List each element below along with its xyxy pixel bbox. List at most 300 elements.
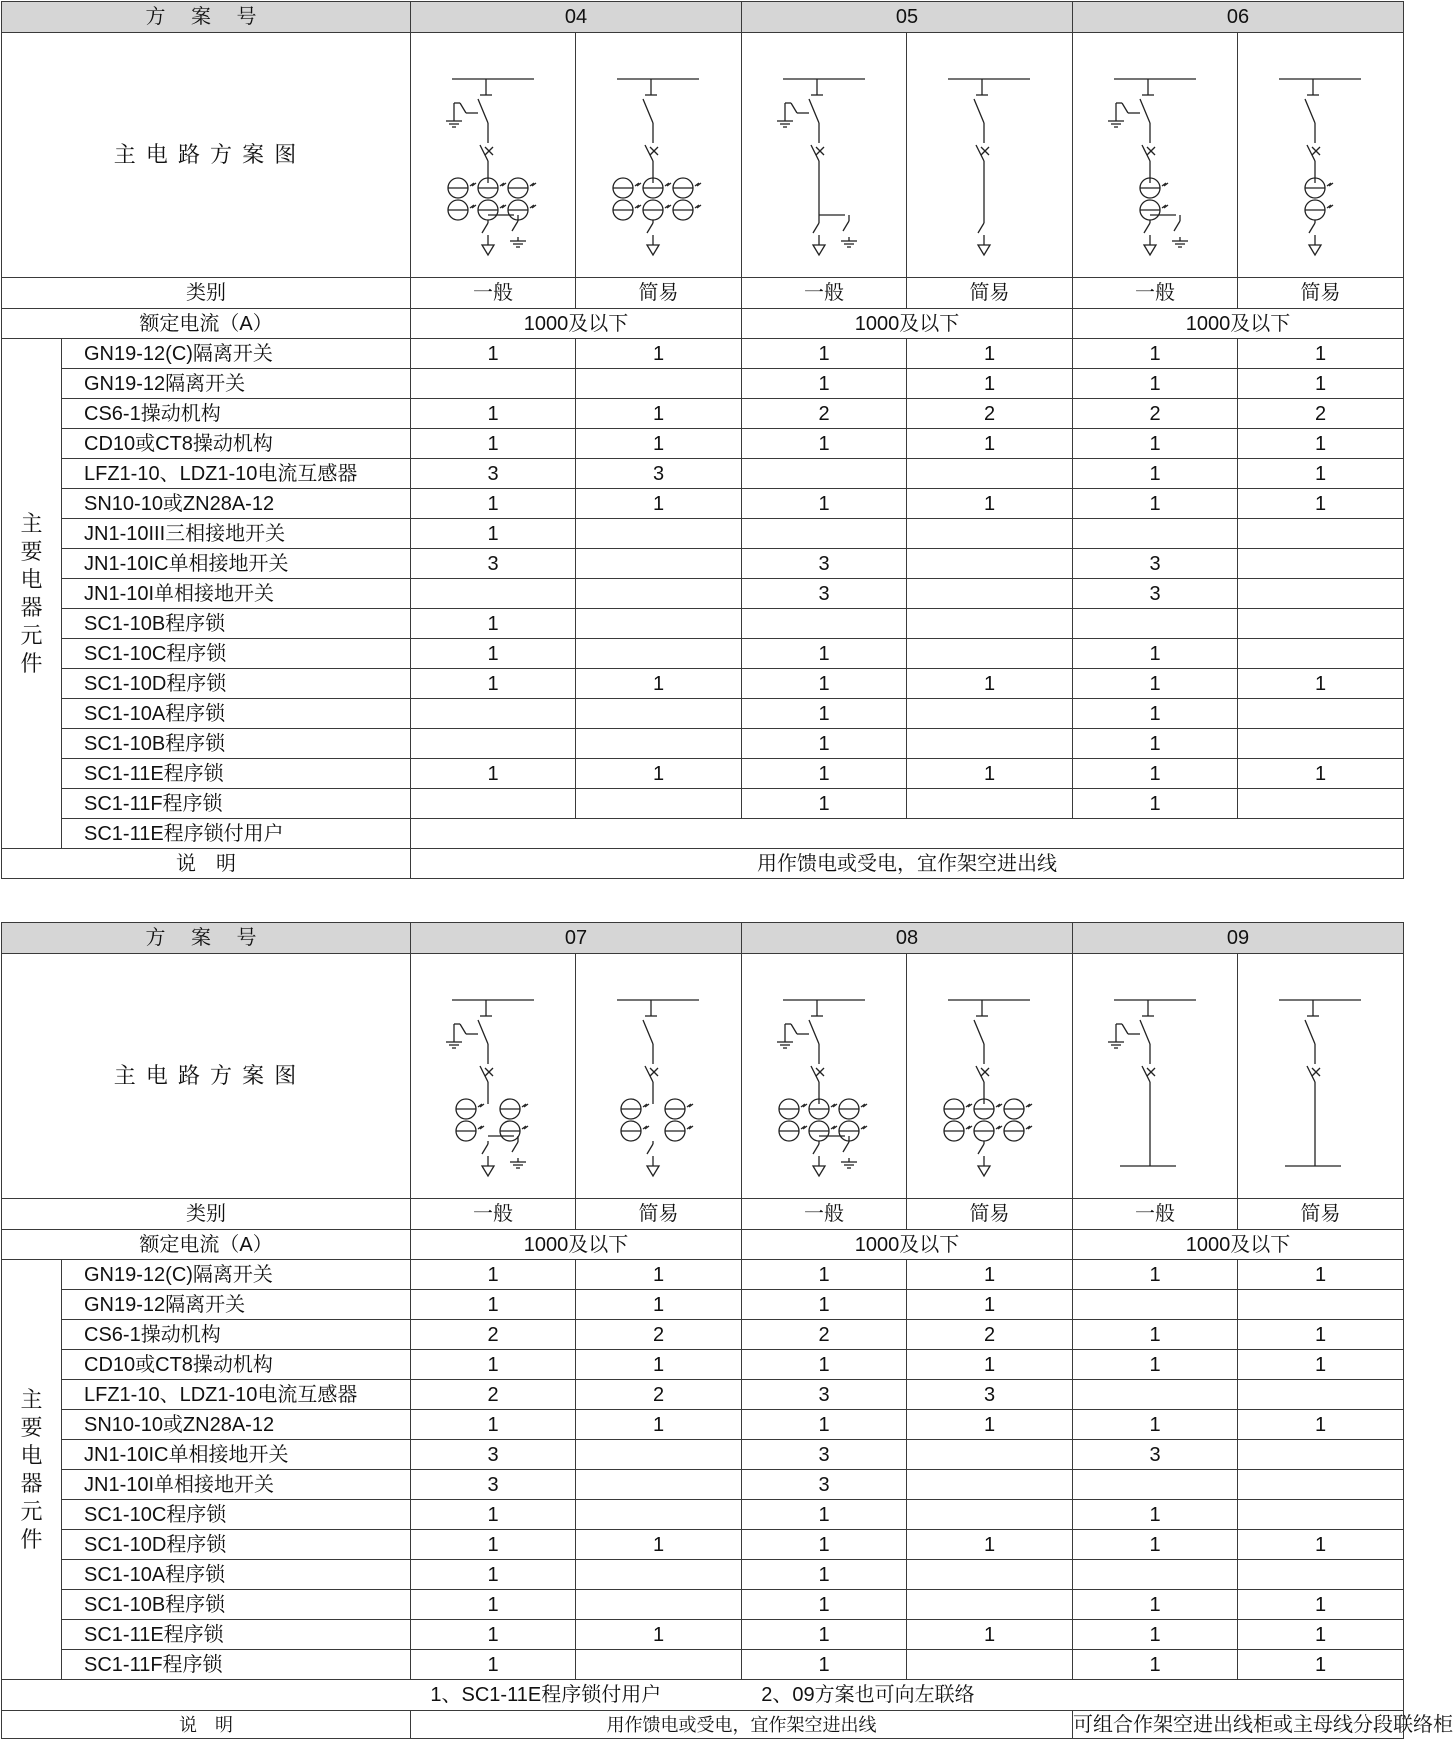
qty-cell: 1 [907, 1260, 1073, 1290]
component-row [2, 399, 1404, 429]
qty-cell [576, 1560, 742, 1590]
component-row [2, 1440, 1404, 1470]
qty-cell: 1 [1238, 669, 1404, 699]
component-name: JN1-10III三相接地开关 [62, 519, 411, 549]
component-name: SC1-11E程序锁 [62, 1620, 411, 1650]
qty-cell: 1 [1073, 369, 1238, 399]
qty-cell [907, 1500, 1073, 1530]
circuit-diagram-04-general-svg [411, 33, 576, 277]
qty-cell [576, 639, 742, 669]
qty-cell [1073, 609, 1238, 639]
scheme-04-header: 04 [411, 2, 742, 33]
qty-cell [1238, 789, 1404, 819]
main-circuit-diagram-label: 主 电 路 方 案 图 [2, 954, 411, 1199]
qty-cell: 1 [742, 1530, 907, 1560]
scheme-08-header: 08 [742, 923, 1073, 954]
qty-cell [576, 1470, 742, 1500]
category-value: 一般 [411, 278, 576, 309]
qty-cell [411, 579, 576, 609]
qty-cell [1238, 729, 1404, 759]
component-name: JN1-10IC单相接地开关 [62, 1440, 411, 1470]
qty-cell: 1 [742, 699, 907, 729]
component-name: JN1-10I单相接地开关 [62, 579, 411, 609]
qty-cell [742, 519, 907, 549]
qty-cell: 1 [742, 1560, 907, 1590]
component-row [2, 699, 1404, 729]
component-name: SC1-10B程序锁 [62, 1590, 411, 1620]
qty-cell: 1 [1238, 459, 1404, 489]
circuit-diagram-05-general-svg [742, 33, 907, 277]
rated-current-value: 1000及以下 [742, 309, 1073, 339]
component-row [2, 429, 1404, 459]
qty-cell: 1 [1238, 1350, 1404, 1380]
qty-cell: 3 [411, 1440, 576, 1470]
component-row [2, 729, 1404, 759]
qty-cell [907, 639, 1073, 669]
component-name: SC1-10D程序锁 [62, 1530, 411, 1560]
qty-cell: 1 [1238, 1650, 1404, 1680]
qty-cell [1238, 1380, 1404, 1410]
qty-cell: 1 [411, 399, 576, 429]
qty-cell: 3 [907, 1380, 1073, 1410]
component-row [2, 459, 1404, 489]
scheme-07-header: 07 [411, 923, 742, 954]
qty-cell: 1 [576, 1350, 742, 1380]
qty-cell: 1 [1073, 669, 1238, 699]
qty-cell: 1 [907, 1530, 1073, 1560]
qty-cell: 1 [1073, 1500, 1238, 1530]
component-row [2, 819, 1404, 849]
qty-cell: 2 [1073, 399, 1238, 429]
qty-cell: 1 [411, 669, 576, 699]
component-row [2, 1620, 1404, 1650]
circuit-diagram-06-simple-svg [1238, 33, 1404, 277]
main-components-group-label: 主 要 电 器 元 件 [2, 1260, 62, 1680]
footnote-part-1: 1、SC1-11E程序锁付用户 [430, 1684, 662, 1706]
qty-cell: 1 [907, 759, 1073, 789]
qty-cell: 1 [576, 399, 742, 429]
qty-cell: 1 [742, 1350, 907, 1380]
component-name: JN1-10IC单相接地开关 [62, 549, 411, 579]
qty-cell [1238, 1500, 1404, 1530]
footnote-part-2: 2、09方案也可向左联络 [761, 1684, 975, 1706]
qty-cell: 1 [907, 369, 1073, 399]
category-value: 一般 [1073, 1199, 1238, 1230]
qty-cell: 1 [742, 369, 907, 399]
note-label: 说 明 [2, 1711, 411, 1739]
qty-cell: 1 [576, 1620, 742, 1650]
qty-cell: 1 [907, 489, 1073, 519]
footnote [2, 1680, 1404, 1711]
qty-cell: 1 [742, 729, 907, 759]
qty-cell [907, 1590, 1073, 1620]
qty-cell: 1 [742, 1500, 907, 1530]
qty-cell: 1 [1238, 1620, 1404, 1650]
component-name: SC1-10C程序锁 [62, 1500, 411, 1530]
qty-cell: 2 [742, 1320, 907, 1350]
qty-cell [1073, 519, 1238, 549]
category-value: 简易 [907, 1199, 1073, 1230]
qty-cell: 1 [576, 339, 742, 369]
qty-cell [742, 459, 907, 489]
qty-cell [907, 519, 1073, 549]
qty-cell: 1 [742, 639, 907, 669]
qty-cell: 1 [1073, 639, 1238, 669]
component-row [2, 1500, 1404, 1530]
qty-cell: 3 [411, 549, 576, 579]
qty-cell: 1 [1238, 489, 1404, 519]
qty-cell: 2 [411, 1320, 576, 1350]
circuit-diagram-04-general [411, 33, 576, 278]
circuit-diagram-09-simple [1238, 954, 1404, 1199]
scheme-number-label: 方 案 号 [2, 2, 411, 33]
component-row [2, 1650, 1404, 1680]
circuit-diagram-08-simple [907, 954, 1073, 1199]
qty-cell [907, 789, 1073, 819]
rated-current-value: 1000及以下 [742, 1230, 1073, 1260]
qty-cell: 2 [907, 1320, 1073, 1350]
qty-cell [576, 1650, 742, 1680]
qty-cell: 1 [907, 1410, 1073, 1440]
component-name: SC1-11F程序锁 [62, 789, 411, 819]
qty-cell: 1 [411, 429, 576, 459]
qty-cell-empty [411, 819, 1404, 849]
component-name: GN19-12隔离开关 [62, 1290, 411, 1320]
qty-cell: 1 [411, 1650, 576, 1680]
qty-cell [1238, 609, 1404, 639]
component-name: CS6-1操动机构 [62, 399, 411, 429]
qty-cell: 1 [576, 429, 742, 459]
qty-cell: 1 [1073, 489, 1238, 519]
qty-cell: 1 [1238, 429, 1404, 459]
qty-cell: 1 [742, 1620, 907, 1650]
qty-cell: 1 [742, 669, 907, 699]
circuit-diagram-08-general-svg [742, 954, 907, 1198]
component-name: LFZ1-10、LDZ1-10电流互感器 [62, 1380, 411, 1410]
qty-cell [907, 1650, 1073, 1680]
component-row [2, 549, 1404, 579]
qty-cell [576, 579, 742, 609]
circuit-diagram-05-simple [907, 33, 1073, 278]
component-name: GN19-12(C)隔离开关 [62, 339, 411, 369]
qty-cell [1238, 1290, 1404, 1320]
qty-cell [907, 729, 1073, 759]
qty-cell: 3 [1073, 1440, 1238, 1470]
qty-cell: 1 [576, 489, 742, 519]
circuit-diagram-05-general [742, 33, 907, 278]
component-row [2, 1320, 1404, 1350]
qty-cell [907, 609, 1073, 639]
qty-cell: 1 [1073, 1530, 1238, 1560]
component-name: CS6-1操动机构 [62, 1320, 411, 1350]
qty-cell: 1 [576, 669, 742, 699]
qty-cell: 1 [1073, 759, 1238, 789]
note-text: 用作馈电或受电，宜作架空进出线 [411, 849, 1404, 879]
qty-cell [576, 609, 742, 639]
scheme-06-header: 06 [1073, 2, 1404, 33]
category-value: 简易 [1238, 1199, 1404, 1230]
circuit-diagram-09-general-svg [1073, 954, 1238, 1198]
qty-cell [576, 1590, 742, 1620]
category-value: 一般 [411, 1199, 576, 1230]
qty-cell: 3 [742, 549, 907, 579]
component-row [2, 759, 1404, 789]
qty-cell [576, 729, 742, 759]
qty-cell: 1 [1073, 1620, 1238, 1650]
circuit-diagram-08-general [742, 954, 907, 1199]
qty-cell: 3 [742, 579, 907, 609]
qty-cell: 2 [907, 399, 1073, 429]
category-value: 简易 [576, 1199, 742, 1230]
qty-cell: 1 [1073, 339, 1238, 369]
qty-cell [1073, 1380, 1238, 1410]
qty-cell: 3 [1073, 579, 1238, 609]
main-components-group-label: 主 要 电 器 元 件 [2, 339, 62, 849]
qty-cell: 1 [1073, 1410, 1238, 1440]
qty-cell [576, 549, 742, 579]
qty-cell [576, 1440, 742, 1470]
qty-cell [1238, 579, 1404, 609]
component-row [2, 489, 1404, 519]
component-name: SN10-10或ZN28A-12 [62, 489, 411, 519]
qty-cell [576, 789, 742, 819]
component-name: SN10-10或ZN28A-12 [62, 1410, 411, 1440]
qty-cell: 1 [742, 1410, 907, 1440]
component-row [2, 1410, 1404, 1440]
component-row [2, 339, 1404, 369]
category-value: 简易 [576, 278, 742, 309]
qty-cell [1238, 699, 1404, 729]
component-name: SC1-10A程序锁 [62, 1560, 411, 1590]
qty-cell: 1 [411, 519, 576, 549]
qty-cell: 2 [1238, 399, 1404, 429]
qty-cell: 2 [411, 1380, 576, 1410]
qty-cell [907, 699, 1073, 729]
category-value: 一般 [1073, 278, 1238, 309]
qty-cell: 1 [411, 1260, 576, 1290]
qty-cell: 1 [1238, 1410, 1404, 1440]
qty-cell: 1 [1238, 759, 1404, 789]
qty-cell: 3 [411, 1470, 576, 1500]
component-row [2, 519, 1404, 549]
qty-cell: 1 [1073, 699, 1238, 729]
component-name: SC1-10B程序锁 [62, 729, 411, 759]
scheme-05-header: 05 [742, 2, 1073, 33]
qty-cell: 2 [742, 399, 907, 429]
component-name: SC1-11E程序锁付用户 [62, 819, 411, 849]
qty-cell: 1 [1073, 1650, 1238, 1680]
qty-cell [576, 519, 742, 549]
qty-cell [1073, 1470, 1238, 1500]
qty-cell: 1 [742, 1650, 907, 1680]
note-text-09: 可组合作架空进出线柜或主母线分段联络柜 [1073, 1711, 1404, 1739]
qty-cell: 1 [411, 339, 576, 369]
category-label: 类别 [2, 278, 411, 309]
qty-cell [411, 789, 576, 819]
note-text: 用作馈电或受电，宜作架空进出线 [411, 1711, 1073, 1739]
qty-cell: 1 [411, 639, 576, 669]
qty-cell: 3 [742, 1470, 907, 1500]
qty-cell [411, 729, 576, 759]
qty-cell: 3 [742, 1380, 907, 1410]
component-name: GN19-12隔离开关 [62, 369, 411, 399]
scheme-table-07-09 [1, 922, 1453, 1739]
circuit-diagram-04-simple-svg [576, 33, 742, 277]
qty-cell: 1 [411, 1500, 576, 1530]
qty-cell: 2 [576, 1380, 742, 1410]
component-name: SC1-10A程序锁 [62, 699, 411, 729]
component-row [2, 1260, 1404, 1290]
qty-cell [576, 369, 742, 399]
qty-cell: 1 [1073, 1260, 1238, 1290]
qty-cell [1238, 519, 1404, 549]
scheme-09-header: 09 [1073, 923, 1404, 954]
component-row [2, 579, 1404, 609]
qty-cell: 1 [1073, 1320, 1238, 1350]
rated-current-value: 1000及以下 [411, 309, 742, 339]
component-name: SC1-10B程序锁 [62, 609, 411, 639]
qty-cell: 1 [742, 429, 907, 459]
qty-cell: 1 [907, 429, 1073, 459]
circuit-diagram-08-simple-svg [907, 954, 1073, 1198]
qty-cell: 1 [742, 339, 907, 369]
qty-cell: 1 [742, 1590, 907, 1620]
qty-cell [1238, 1440, 1404, 1470]
component-name: SC1-11E程序锁 [62, 759, 411, 789]
component-row [2, 789, 1404, 819]
qty-cell: 1 [907, 1620, 1073, 1650]
qty-cell: 1 [907, 1350, 1073, 1380]
rated-current-value: 1000及以下 [411, 1230, 742, 1260]
rated-current-value: 1000及以下 [1073, 1230, 1404, 1260]
component-name: CD10或CT8操动机构 [62, 1350, 411, 1380]
qty-cell: 1 [411, 1620, 576, 1650]
scheme-number-label: 方 案 号 [2, 923, 411, 954]
qty-cell: 1 [742, 759, 907, 789]
qty-cell [742, 609, 907, 639]
qty-cell: 1 [411, 489, 576, 519]
qty-cell [1238, 549, 1404, 579]
qty-cell: 1 [411, 1590, 576, 1620]
component-name: JN1-10I单相接地开关 [62, 1470, 411, 1500]
category-label: 类别 [2, 1199, 411, 1230]
category-value: 简易 [1238, 278, 1404, 309]
component-row [2, 1530, 1404, 1560]
qty-cell: 1 [576, 1260, 742, 1290]
scheme-table-04-06 [1, 1, 1404, 879]
component-name: SC1-11F程序锁 [62, 1650, 411, 1680]
component-row [2, 1350, 1404, 1380]
component-row [2, 1290, 1404, 1320]
qty-cell: 3 [742, 1440, 907, 1470]
component-name: CD10或CT8操动机构 [62, 429, 411, 459]
qty-cell: 1 [576, 1290, 742, 1320]
circuit-diagram-06-general-svg [1073, 33, 1238, 277]
component-row [2, 1380, 1404, 1410]
qty-cell: 1 [1238, 1590, 1404, 1620]
component-row [2, 1560, 1404, 1590]
qty-cell: 1 [1073, 729, 1238, 759]
qty-cell: 1 [742, 489, 907, 519]
component-name: GN19-12(C)隔离开关 [62, 1260, 411, 1290]
qty-cell: 1 [1238, 339, 1404, 369]
qty-cell: 1 [1238, 1320, 1404, 1350]
qty-cell [1238, 1470, 1404, 1500]
circuit-diagram-07-simple-svg [576, 954, 742, 1198]
qty-cell: 1 [1238, 1530, 1404, 1560]
component-row [2, 369, 1404, 399]
qty-cell: 1 [1238, 1260, 1404, 1290]
component-row [2, 609, 1404, 639]
qty-cell [576, 699, 742, 729]
component-row [2, 1590, 1404, 1620]
qty-cell [1238, 1560, 1404, 1590]
qty-cell: 1 [742, 1260, 907, 1290]
qty-cell: 1 [907, 339, 1073, 369]
qty-cell: 3 [576, 459, 742, 489]
qty-cell: 1 [411, 1350, 576, 1380]
component-row [2, 669, 1404, 699]
main-circuit-diagram-label: 主 电 路 方 案 图 [2, 33, 411, 278]
component-row [2, 1470, 1404, 1500]
component-name: SC1-10C程序锁 [62, 639, 411, 669]
rated-current-label: 额定电流（A） [2, 309, 411, 339]
qty-cell: 1 [1238, 369, 1404, 399]
qty-cell: 1 [411, 1410, 576, 1440]
qty-cell: 1 [411, 759, 576, 789]
qty-cell: 1 [1073, 459, 1238, 489]
qty-cell: 1 [411, 1290, 576, 1320]
qty-cell [411, 699, 576, 729]
qty-cell: 2 [576, 1320, 742, 1350]
qty-cell [907, 459, 1073, 489]
qty-cell: 1 [1073, 789, 1238, 819]
qty-cell: 1 [1073, 1590, 1238, 1620]
qty-cell [907, 579, 1073, 609]
component-name: LFZ1-10、LDZ1-10电流互感器 [62, 459, 411, 489]
qty-cell [1073, 1560, 1238, 1590]
qty-cell: 1 [411, 1560, 576, 1590]
qty-cell: 1 [411, 609, 576, 639]
qty-cell: 3 [411, 459, 576, 489]
qty-cell: 3 [1073, 549, 1238, 579]
circuit-diagram-05-simple-svg [907, 33, 1073, 277]
category-value: 简易 [907, 278, 1073, 309]
qty-cell: 1 [907, 1290, 1073, 1320]
qty-cell: 1 [907, 669, 1073, 699]
component-row [2, 639, 1404, 669]
qty-cell: 1 [1073, 429, 1238, 459]
category-value: 一般 [742, 278, 907, 309]
circuit-diagram-06-general [1073, 33, 1238, 278]
component-name: SC1-10D程序锁 [62, 669, 411, 699]
circuit-diagram-04-simple [576, 33, 742, 278]
circuit-diagram-07-general [411, 954, 576, 1199]
circuit-diagram-07-general-svg [411, 954, 576, 1198]
rated-current-value: 1000及以下 [1073, 309, 1404, 339]
qty-cell [576, 1500, 742, 1530]
qty-cell [907, 1440, 1073, 1470]
qty-cell: 1 [1073, 1350, 1238, 1380]
circuit-diagram-09-general [1073, 954, 1238, 1199]
category-value: 一般 [742, 1199, 907, 1230]
qty-cell: 1 [411, 1530, 576, 1560]
qty-cell: 1 [742, 1290, 907, 1320]
qty-cell: 1 [576, 759, 742, 789]
circuit-diagram-07-simple [576, 954, 742, 1199]
qty-cell [1073, 1290, 1238, 1320]
circuit-diagram-09-simple-svg [1238, 954, 1404, 1198]
